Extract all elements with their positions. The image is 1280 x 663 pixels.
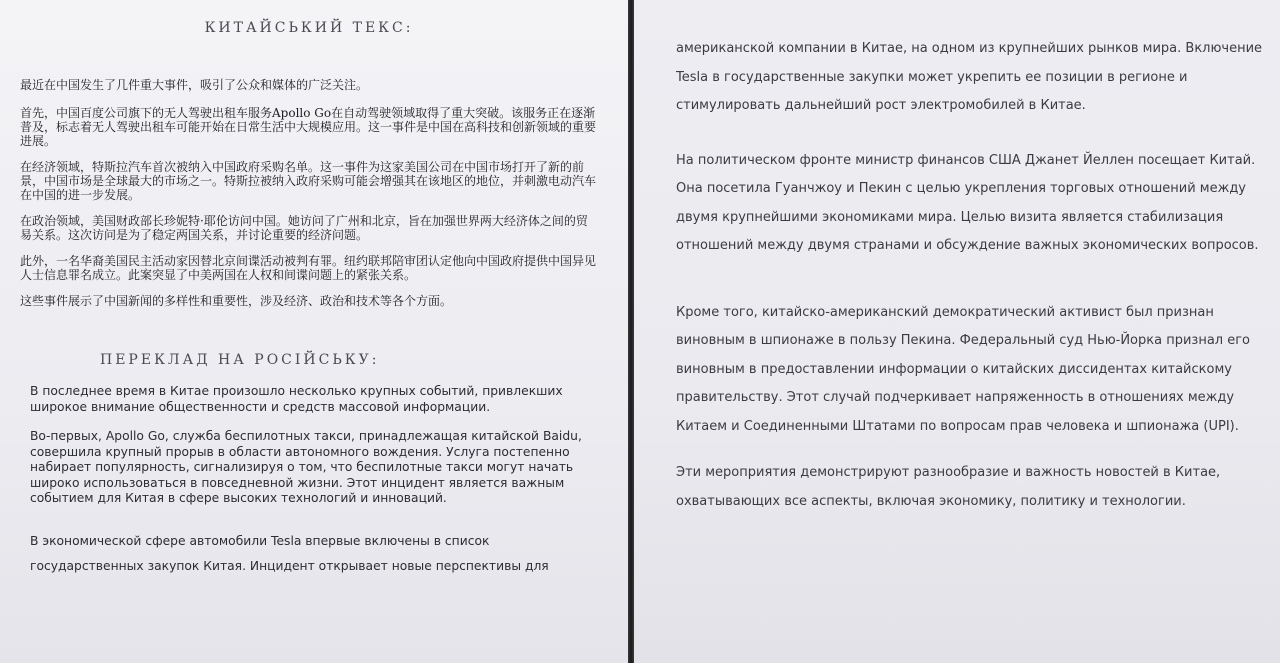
russian-translation-heading: ПЕРЕКЛАД НА РОСІЙСЬКУ: <box>100 352 380 368</box>
chinese-paragraph: 在政治领域，美国财政部长珍妮特·耶伦访问中国。她访问了广州和北京，旨在加强世界两大经济体之间的贸易关系。这次访问是为了稳定两国关系，并讨论重要的经济问题。 <box>20 214 588 242</box>
right-page <box>634 0 1280 663</box>
russian-paragraph: Эти мероприятия демонстрируют разнообразие и важность новостей в Китае, охватывающих все аспекты, включая экономику, политику и технологии. <box>676 465 1221 509</box>
russian-paragraph: В экономической сфере автомобили Tesla впервые включены в список государственных закупок Китая. Инцидент открывает новые перспективы для <box>30 533 549 573</box>
russian-paragraph: Кроме того, китайско-американский демократический активист был признан виновным в шпионаже в пользу Пекина. Федеральный суд Нью-Йорка признал его виновным в предоставлении информации о китайских диссидентах китайскому правительству. Этот случай подчеркивает напряженность в отношениях между Китаем и Соединенными Штатами по вопросам прав человека и шпионажа (UPI). <box>676 304 1251 434</box>
left-page <box>0 0 628 663</box>
chinese-paragraph: 这些事件展示了中国新闻的多样性和重要性，涉及经济、政治和技术等各个方面。 <box>20 294 453 308</box>
chinese-paragraph: 首先，中国百度公司旗下的无人驾驶出租车服务Apollo Go在自动驾驶领域取得了重大突破。该服务正在逐渐普及，标志着无人驾驶出租车可能开始在日常生活中大规模应用。这一事件是中国在高科技和创新领域的重要进展。 <box>20 106 597 148</box>
russian-paragraph: американской компании в Китае, на одном из крупнейших рынков мира. Включение Tesla в государственные закупки может укрепить ее позиции в регионе и стимулировать дальнейший рост электромобилей в Китае. <box>676 41 1263 113</box>
chinese-text-heading: КИТАЙСЬКИЙ ТЕКС: <box>204 20 414 36</box>
russian-paragraph: На политическом фронте министр финансов США Джанет Йеллен посещает Китай. Она посетила Гуанчжоу и Пекин с целью укрепления торговых отношений между двумя крупнейшими экономиками мира. Целью визита является стабилизация отношений между двумя странами и обсуждение важных экономических вопросов. <box>676 152 1259 253</box>
chinese-paragraph: 最近在中国发生了几件重大事件，吸引了公众和媒体的广泛关注。 <box>20 78 369 92</box>
russian-paragraph: В последнее время в Китае произошло несколько крупных событий, привлекших широкое внимание общественности и средств массовой информации. <box>30 384 563 414</box>
russian-paragraph: Во-первых, Apollo Go, служба беспилотных такси, принадлежащая китайской Baidu, совершила крупный прорыв в области автономного вождения. Услуга постепенно набирает популярность, сигнализируя о том, что беспилотные такси могут начать широко использоваться в повседневной жизни. Этот инцидент является важным событием для Китая в сфере высоких технологий и инноваций. <box>30 429 582 505</box>
chinese-paragraph: 在经济领域，特斯拉汽车首次被纳入中国政府采购名单。这一事件为这家美国公司在中国市场打开了新的前景，中国市场是全球最大的市场之一。特斯拉被纳入政府采购可能会增强其在该地区的地位，并刺激电动汽车在中国的进一步发展。 <box>20 160 597 202</box>
chinese-paragraph: 此外，一名华裔美国民主活动家因替北京间谍活动被判有罪。纽约联邦陪审团认定他向中国政府提供中国异见人士信息罪名成立。此案突显了中美两国在人权和间谍问题上的紧张关系。 <box>20 254 597 282</box>
